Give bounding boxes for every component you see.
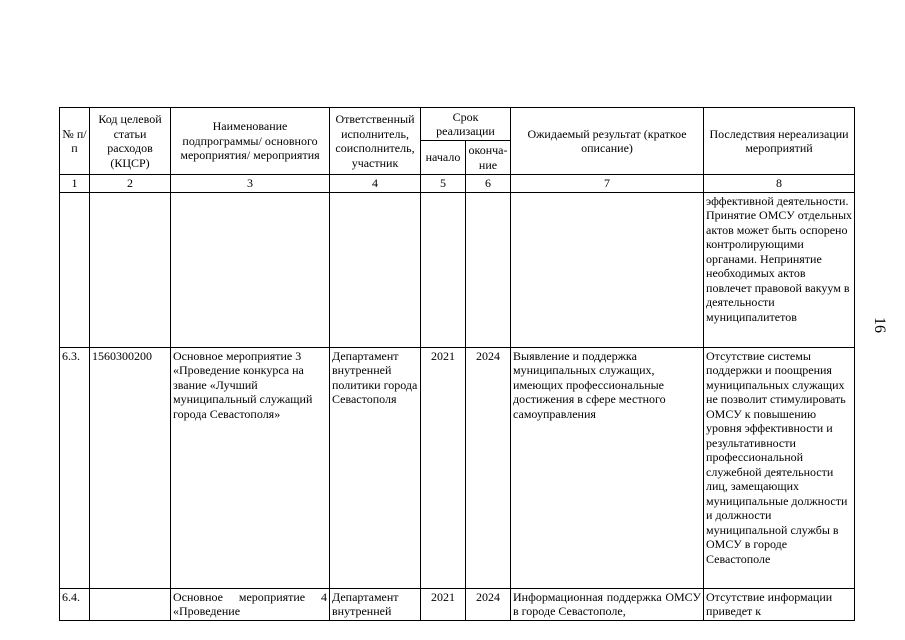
col-number: 3 [171,175,330,193]
header-end: оконча-ние [466,141,511,175]
table-row [60,588,855,620]
cell-name [171,192,330,347]
cell-name: Основное мероприятие 4 «Проведение [171,588,330,620]
cell-responsible [330,192,421,347]
col-number: 4 [330,175,421,193]
header-code: Код целевой статьи расходов (КЦСР) [90,108,171,175]
cell-code: 1560300200 [90,347,171,588]
cell-code [90,192,171,347]
header-responsible: Ответственный исполнитель, соисполнитель, участник [330,108,421,175]
header-name: Наименование подпрограммы/ основного мероприятия/ мероприятия [171,108,330,175]
table-row [60,347,855,588]
cell-end: 2024 [466,347,511,588]
cell-responsible: Департамент внутренней [330,588,421,620]
header-start: начало [421,141,466,175]
col-number: 6 [466,175,511,193]
header-term: Срок реализации [421,108,511,141]
col-number: 5 [421,175,466,193]
cell-consequences: Отсутствие информации приведет к [704,588,855,620]
column-number-row [60,175,855,193]
program-measures-table [59,107,855,621]
cell-consequences: эффективной деятельности. Принятие ОМСУ отдельных актов может быть оспорено контролирующими органами. Непринятие необходимых актов повлечет правовой вакуум в деятельности муниципалитетов [704,192,855,347]
table-row [60,192,855,347]
col-number: 2 [90,175,171,193]
header-num: № п/п [60,108,90,175]
cell-code [90,588,171,620]
cell-end: 2024 [466,588,511,620]
cell-start: 2021 [421,588,466,620]
cell-result: Выявление и поддержка муниципальных служащих, имеющих профессиональные достижения в сфере местного самоуправления [511,347,704,588]
cell-num: 6.4. [60,588,90,620]
cell-num [60,192,90,347]
page-number: 16 [871,317,888,333]
cell-start [421,192,466,347]
cell-name: Основное мероприятие 3 «Проведение конкурса на звание «Лучший муниципальный служащий города Севастополя» [171,347,330,588]
cell-start: 2021 [421,347,466,588]
cell-consequences: Отсутствие системы поддержки и поощрения муниципальных служащих не позволит стимулировать ОМСУ к повышению уровня эффективности и результативности профессиональной служебной деятельности лиц, замещающих муниципальные должности и должности муниципальной службы в ОМСУ в городе Севастополе [704,347,855,588]
col-number: 1 [60,175,90,193]
cell-responsible: Департамент внутренней политики города Севастополя [330,347,421,588]
header-result: Ожидаемый результат (краткое описание) [511,108,704,175]
cell-result [511,192,704,347]
col-number: 8 [704,175,855,193]
cell-num: 6.3. [60,347,90,588]
cell-end [466,192,511,347]
header-consequences: Последствия нереализации мероприятий [704,108,855,175]
cell-result: Информационная поддержка ОМСУ в городе Севастополе, [511,588,704,620]
col-number: 7 [511,175,704,193]
